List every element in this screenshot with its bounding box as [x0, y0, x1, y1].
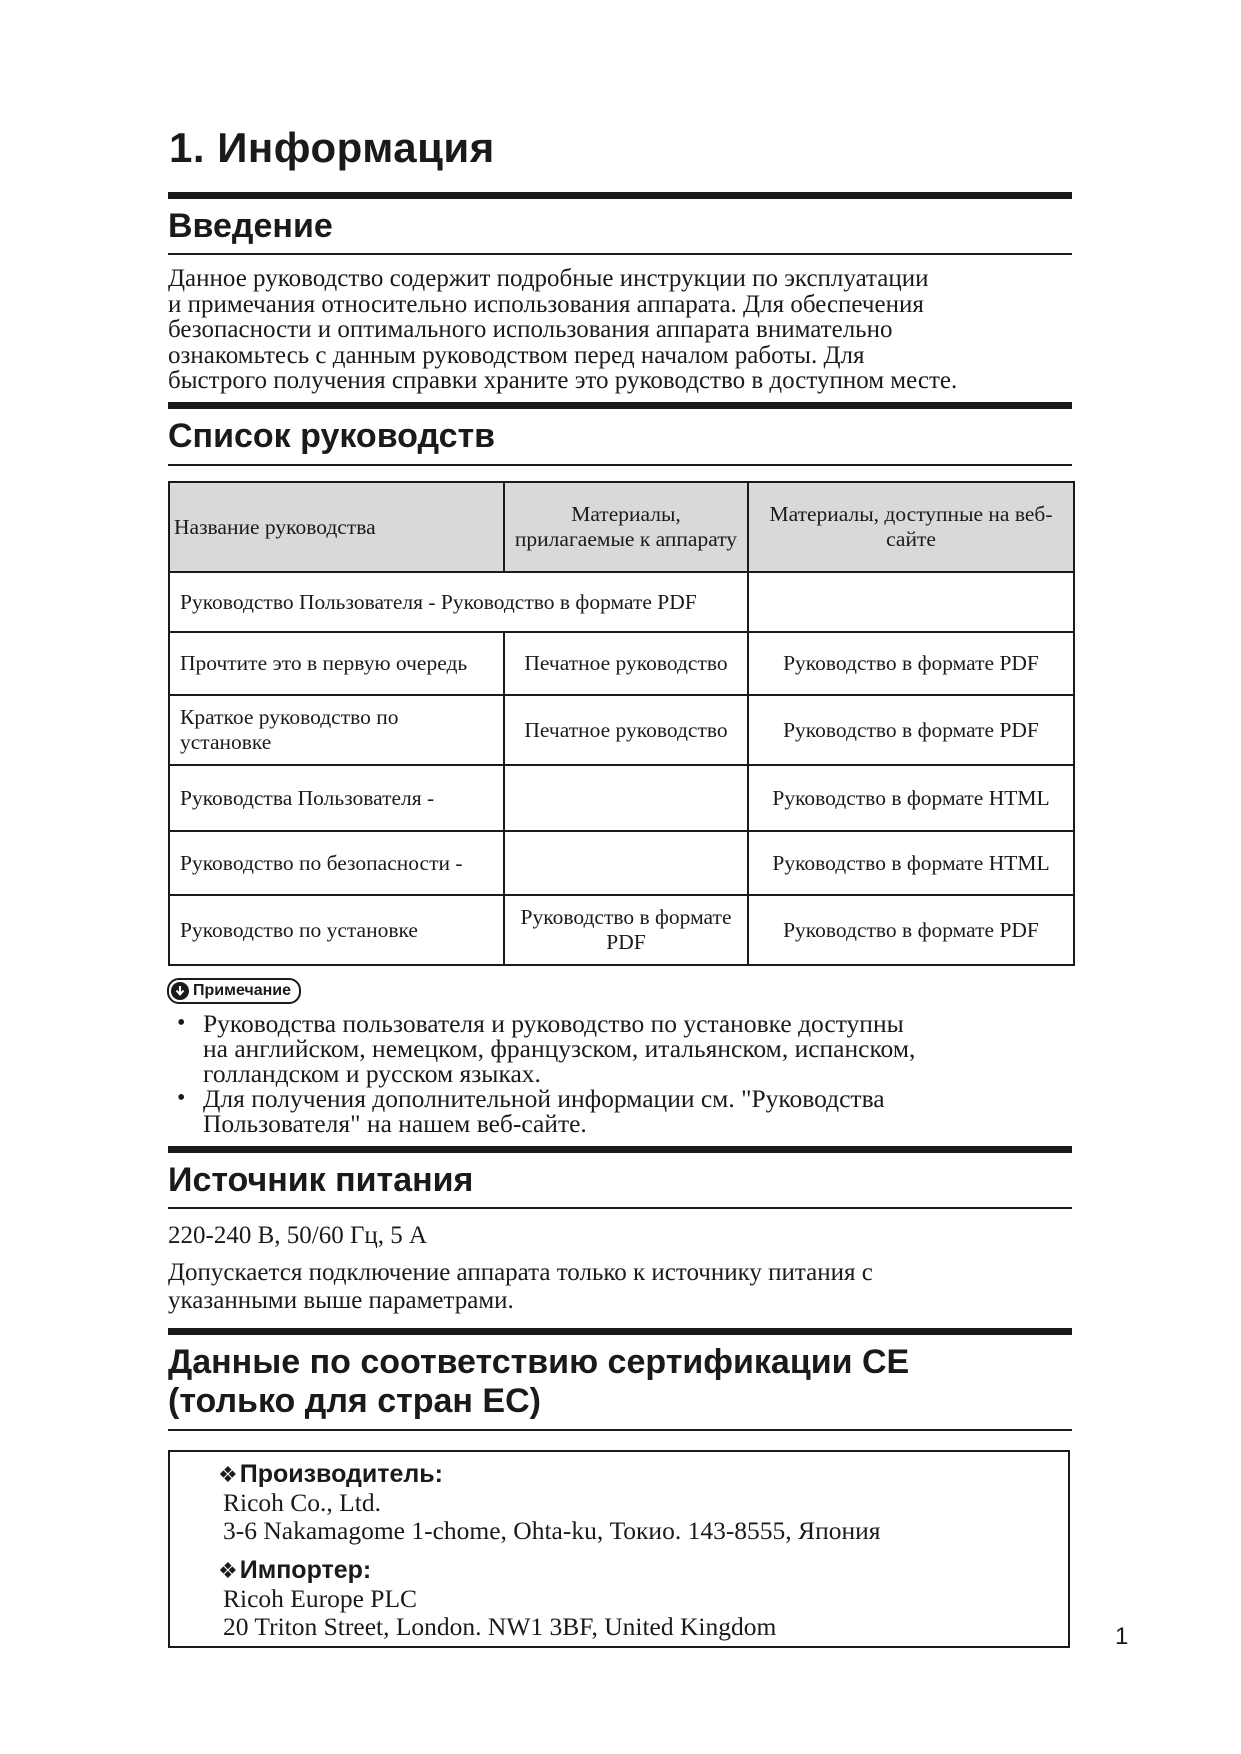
table-row: [169, 572, 1074, 632]
table-row: [169, 895, 1074, 965]
note-list: [175, 1011, 1055, 1136]
included-cell: Руководство в формате PDF: [504, 895, 748, 965]
website-cell: Руководство в формате PDF: [748, 895, 1074, 965]
note-badge: [167, 978, 301, 1004]
power-text: [168, 1259, 1072, 1315]
text-line: и примечания относительно использования аппарата. Для обеспечения: [168, 290, 924, 318]
table-header-row: [169, 482, 1074, 572]
introduction-text: [168, 266, 1072, 394]
column-header: Название руководства: [169, 482, 504, 572]
text-line: голландском и русском языках.: [203, 1059, 541, 1088]
text-line: Данное руководство содержит подробные инструкции по эксплуатации: [168, 265, 929, 292]
note-label: Примечание: [193, 982, 292, 999]
column-header: Материалы, доступные на веб-сайте: [748, 482, 1074, 572]
page-number: 1: [1115, 1623, 1129, 1650]
manual-name-cell: Прочтите это в первую очередь: [169, 632, 504, 695]
importer-label: Импортер:: [239, 1556, 372, 1584]
manufacturer-address: 3-6 Nakamagome 1-chome, Ohta-ku, Токио. 143-8555, Япония: [223, 1516, 881, 1545]
manual-name-cell: Руководства Пользователя -: [169, 765, 504, 831]
ce-info-box: [168, 1450, 1070, 1648]
manual-name-cell: Руководство по безопасности -: [169, 831, 504, 895]
website-cell: Руководство в формате PDF: [748, 632, 1074, 695]
included-cell: [504, 765, 748, 831]
manufacturer-label: Производитель:: [239, 1460, 443, 1488]
chapter-title: 1. Информация: [169, 124, 495, 171]
text-line: Допускается подключение аппарата только к источнику питания с: [168, 1259, 873, 1286]
importer-address: 20 Triton Street, London. NW1 3BF, United Kingdom: [223, 1612, 777, 1641]
section-rule-top: [168, 1146, 1072, 1153]
arrow-down-icon: [171, 982, 189, 1000]
ce-heading-line2: (только для стран ЕС): [168, 1382, 541, 1420]
website-cell: Руководство в формате HTML: [748, 765, 1074, 831]
section-rule-bottom: [168, 1429, 1072, 1431]
column-header: Материалы, прилагаемые к аппарату: [504, 482, 748, 572]
diamond-bullet-icon: ❖: [218, 1462, 238, 1487]
ce-heading-line1: Данные по соответствию сертификации CE: [168, 1343, 910, 1381]
power-spec: 220-240 В, 50/60 Гц, 5 А: [168, 1222, 428, 1249]
section-rule-bottom: [168, 464, 1072, 466]
bullet-icon: •: [177, 1010, 186, 1036]
website-cell: Руководство в формате HTML: [748, 831, 1074, 895]
text-line: Для получения дополнительной информации см. "Руководства: [203, 1084, 885, 1113]
table-row: [169, 765, 1074, 831]
text-line: указанными выше параметрами.: [168, 1287, 514, 1314]
manual-list-table: [168, 481, 1075, 966]
bullet-icon: •: [177, 1085, 186, 1111]
section-rule-bottom: [168, 1207, 1072, 1209]
power-heading: Источник питания: [168, 1161, 474, 1199]
manual-name-cell: Краткое руководство по установке: [169, 695, 504, 765]
table-row: [169, 695, 1074, 765]
section-rule-bottom: [168, 253, 1072, 255]
table-row: [169, 632, 1074, 695]
included-cell: Печатное руководство: [504, 695, 748, 765]
website-cell: [748, 572, 1074, 632]
text-line: безопасности и оптимального использования аппарата внимательно: [168, 316, 893, 343]
manufacturer-name: Ricoh Co., Ltd.: [223, 1488, 381, 1517]
section-rule-top: [168, 1328, 1072, 1335]
manufacturer-heading: [218, 1460, 443, 1489]
text-line: Пользователя" на нашем веб-сайте.: [203, 1109, 587, 1138]
manual-name-cell: Руководство Пользователя - Руководство в формате PDF: [169, 572, 748, 632]
introduction-heading: Введение: [168, 207, 333, 245]
manuals-heading: Список руководств: [168, 417, 496, 455]
included-cell: [504, 831, 748, 895]
table-row: [169, 831, 1074, 895]
text-line: ознакомьтесь с данным руководством перед началом работы. Для: [168, 341, 865, 369]
importer-name: Ricoh Europe PLC: [223, 1584, 418, 1613]
text-line: на английском, немецком, французском, итальянском, испанском,: [203, 1034, 916, 1063]
text-line: Руководства пользователя и руководство по установке доступны: [203, 1009, 904, 1038]
list-item: [175, 1086, 1055, 1136]
section-rule-top: [168, 402, 1072, 409]
diamond-bullet-icon: ❖: [218, 1558, 238, 1583]
website-cell: Руководство в формате PDF: [748, 695, 1074, 765]
manual-name-cell: Руководство по установке: [169, 895, 504, 965]
importer-heading: [218, 1556, 371, 1585]
text-line: быстрого получения справки храните это руководство в доступном месте.: [168, 367, 958, 394]
included-cell: Печатное руководство: [504, 632, 748, 695]
list-item: [175, 1011, 1055, 1086]
section-rule-top: [168, 192, 1072, 199]
